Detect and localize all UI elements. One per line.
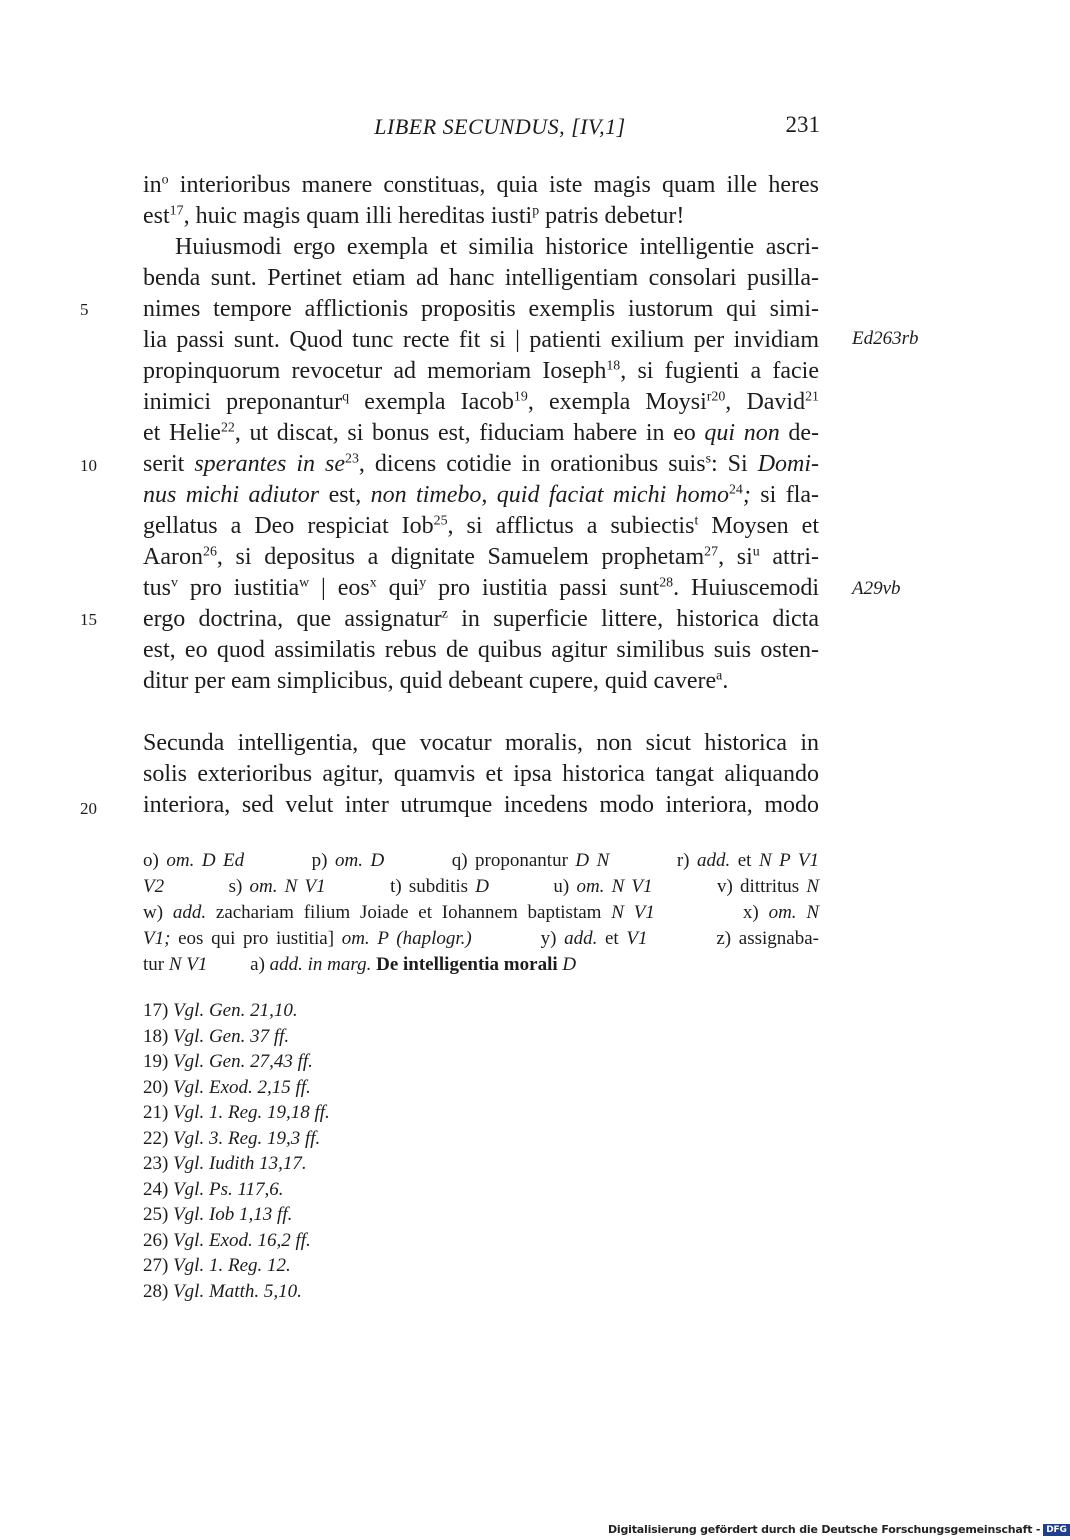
line-number-10: 10 xyxy=(80,456,97,475)
apparatus-line: o) om. D Ed p) om. D q) proponantur D N r) add. et N P V1 xyxy=(143,850,820,871)
apparatus-marker: x xyxy=(369,575,377,591)
text-line: $in^o$ interioribus manere constituas, quia iste magis quam ille heres xyxy=(143,172,819,198)
text-line: est, eo quod assimilatis rebus de quibus agitur similibus suis osten- xyxy=(143,637,819,663)
apparatus-marker: s xyxy=(705,451,711,467)
footnote-marker: 22 xyxy=(220,420,235,436)
footnote-marker: 18 xyxy=(606,358,621,374)
text-line: interiora, sed velut inter utrumque incedens modo interiora, modo xyxy=(143,792,819,818)
footnote-marker: 25 xyxy=(433,513,448,529)
text-line: Aaron$^{26}$, si depositus a dignitate Samuelem prophetam$^{27}$, $si^u$ attri- xyxy=(143,544,820,570)
apparatus-marker: p xyxy=(532,203,540,219)
footnote-marker: 21 xyxy=(805,389,819,405)
apparatus-marker: r xyxy=(706,389,712,405)
apparatus-marker: z xyxy=(441,606,448,622)
critical-apparatus xyxy=(143,848,819,978)
text-line: ditur per eam simplicibus, quid debeant cupere, quid cavere$^a$. xyxy=(143,668,729,694)
footnote: 24) Vgl. Ps. 117,6. xyxy=(143,1178,284,1200)
footnote-marker: 24 xyxy=(728,482,743,498)
footnote-marker: 19 xyxy=(513,389,528,405)
footnote-marker: 28 xyxy=(659,575,674,591)
line-number-20: 20 xyxy=(80,799,97,818)
text-line: propinquorum revocetur ad memoriam Ioseph$^{18}$, si fugienti a facie xyxy=(143,358,819,384)
page-number: 231 xyxy=(785,112,820,137)
footnote: 22) Vgl. 3. Reg. 19,3 ff. xyxy=(143,1127,321,1149)
text-line: serit sperantes in $se^{23}$, dicens cotidie in orationibus suis$^s$: Si Domi- xyxy=(143,451,820,477)
margin-note-folio: Ed263rb xyxy=(852,328,919,349)
text-line: et Helie$^{22}$, ut discat, si bonus est, fiduciam habere in eo qui non de- xyxy=(143,420,819,446)
footnote-marker: 26 xyxy=(202,544,217,560)
text-line: lia passi sunt. Quod tunc recte fit si | patienti exilium per invidiam xyxy=(143,327,819,353)
apparatus-marker: w xyxy=(299,575,310,591)
footnote: 23) Vgl. Iudith 13,17. xyxy=(143,1153,307,1174)
text-line: benda sunt. Pertinet etiam ad hanc intelligentiam consolari pusilla- xyxy=(143,265,819,291)
footnote-marker: 23 xyxy=(345,451,359,467)
text-line: tus$^v$ pro iustitia$^w$ | eos$^x$ qui$^y$ pro iustitia passi sunt$^{28}$. Huiuscemodi xyxy=(143,575,819,601)
text-line: nimes tempore afflictionis propositis exemplis iustorum qui simi- xyxy=(143,296,819,322)
line-number-5: 5 xyxy=(80,300,89,319)
footnote: 19) Vgl. Gen. 27,43 ff. xyxy=(143,1051,313,1072)
text-line: Huiusmodi ergo exempla et similia historice intelligentie ascri- xyxy=(175,234,819,260)
footnote: 20) Vgl. Exod. 2,15 ff. xyxy=(143,1076,311,1098)
footnote: 25) Vgl. Iob 1,13 ff. xyxy=(143,1204,293,1225)
text-line: Secunda intelligentia, que vocatur moralis, non sicut historica in xyxy=(143,730,819,756)
apparatus-line: tur N V1 a) add. in marg. De intelligentia morali D xyxy=(143,954,577,975)
apparatus-marker: o xyxy=(161,172,169,188)
footnote-marker: 27 xyxy=(704,544,719,560)
footnote-marker: 17 xyxy=(169,203,184,219)
text-line: inimici preponantur$^q$ exempla Iacob$^{19}$, exempla Moysi$^{r20}$, David$^{21}$ xyxy=(143,389,819,415)
footnote: 21) Vgl. 1. Reg. 19,18 ff. xyxy=(143,1102,330,1123)
footnote: 18) Vgl. Gen. 37 ff. xyxy=(143,1025,290,1047)
footnote-marker: 20 xyxy=(711,389,726,405)
running-title: LIBER SECUNDUS, [IV,1] xyxy=(374,114,626,139)
apparatus-marker: v xyxy=(171,575,178,591)
text-line: gellatus a Deo respiciat Iob$^{25}$, si afflictus a subiectis$^t$ Moysen et xyxy=(143,513,819,539)
apparatus-marker: y xyxy=(419,575,427,591)
margin-note-folio: A29vb xyxy=(852,578,901,599)
footnote: 28) Vgl. Matth. 5,10. xyxy=(143,1280,302,1302)
footnotes xyxy=(143,998,819,1304)
apparatus-line: V2 s) om. N V1 t) subditis D u) om. N V1 v) dittritus N xyxy=(143,876,820,897)
text-line: est$^{17}$, huic magis quam illi hereditas iusti$^p$ patris debetur! xyxy=(143,203,685,229)
apparatus-marker: t xyxy=(694,513,699,529)
apparatus-marker: a xyxy=(716,668,723,684)
apparatus-marker: u xyxy=(752,544,760,560)
digitization-credit: Digitalisierung gefördert durch die Deutsche Forschungsgemeinschaft - DFG xyxy=(608,1523,1070,1536)
apparatus-line: V1; eos qui pro iustitia] om. P (haplogr.) y) add. et V1 z) assignaba- xyxy=(143,928,819,949)
footnote: 17) Vgl. Gen. 21,10. xyxy=(143,1000,298,1021)
dfg-logo: DFG xyxy=(1043,1524,1069,1536)
footnote: 26) Vgl. Exod. 16,2 ff. xyxy=(143,1229,311,1251)
apparatus-marker: q xyxy=(342,389,350,405)
text-line: ergo doctrina, que assignatur$^z$ in superficie littere, historica dicta xyxy=(143,606,819,632)
text-line: nus michi adiutor est, non timebo, quid faciat michi homo$^{24}$; si fla- xyxy=(143,482,819,508)
line-number-15: 15 xyxy=(80,610,97,629)
text-line: solis exterioribus agitur, quamvis et ipsa historica tangat aliquando xyxy=(143,761,819,787)
footnote: 27) Vgl. 1. Reg. 12. xyxy=(143,1255,291,1276)
apparatus-line: w) add. zachariam filium Joiade et Iohannem baptistam N V1 x) om. N xyxy=(143,902,819,923)
